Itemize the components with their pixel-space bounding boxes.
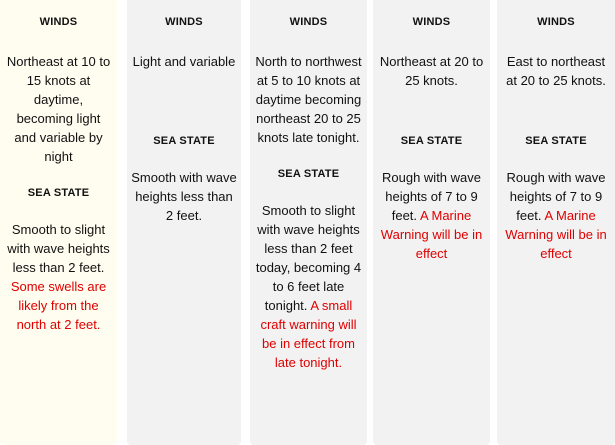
winds-heading: WINDS bbox=[165, 16, 203, 28]
sea-state-description bbox=[250, 201, 367, 372]
winds-description: Northeast at 10 to 15 knots at daytime, becoming light and variable by night bbox=[6, 54, 111, 164]
sea-state-heading: SEA STATE bbox=[277, 168, 340, 180]
sea-state-heading: SEA STATE bbox=[153, 135, 215, 147]
winds-description: East to northeast at 20 to 25 knots. bbox=[506, 54, 606, 88]
sea-state-heading: SEA STATE bbox=[27, 187, 90, 199]
sea-state-description bbox=[127, 168, 241, 225]
sea-state-text: Smooth with wave heights less than 2 feet. bbox=[131, 170, 237, 223]
sea-state-text: Smooth to slight with wave heights less than 2 feet today, becoming 4 to 6 feet late tonight. bbox=[255, 203, 362, 313]
marine-warning-text: Some swells are likely from the north at 2 feet. bbox=[10, 279, 107, 332]
winds-heading: WINDS bbox=[537, 16, 575, 28]
marine-warning-text: A Marine Warning will be in effect bbox=[380, 208, 483, 261]
small-craft-warning-text: A small craft warning will be in effect from late tonight. bbox=[260, 298, 357, 370]
forecast-day-column bbox=[127, 0, 241, 445]
sea-state-description bbox=[0, 220, 117, 334]
forecast-day-column bbox=[497, 0, 615, 445]
forecast-day-column bbox=[373, 0, 490, 445]
winds-description: Northeast at 20 to 25 knots. bbox=[379, 54, 484, 88]
winds-heading: WINDS bbox=[289, 16, 328, 28]
winds-heading: WINDS bbox=[39, 16, 78, 28]
sea-state-description bbox=[497, 168, 615, 263]
forecast-day-column bbox=[0, 0, 117, 445]
sea-state-heading: SEA STATE bbox=[400, 135, 463, 147]
sea-state-text: Rough with wave heights of 7 to 9 feet. bbox=[382, 170, 481, 223]
forecast-day-column bbox=[250, 0, 367, 445]
sea-state-description bbox=[373, 168, 490, 263]
sea-state-heading: SEA STATE bbox=[525, 135, 587, 147]
sea-state-text: Smooth to slight with wave heights less than 2 feet. bbox=[7, 222, 110, 275]
winds-heading: WINDS bbox=[412, 16, 451, 28]
winds-description: Light and variable bbox=[132, 54, 236, 69]
marine-warning-text: A Marine Warning will be in effect bbox=[505, 208, 607, 261]
winds-description: North to northwest at 5 to 10 knots at daytime becoming northeast 20 to 25 knots late tonight. bbox=[255, 54, 362, 145]
sea-state-text: Rough with wave heights of 7 to 9 feet. bbox=[506, 170, 606, 223]
